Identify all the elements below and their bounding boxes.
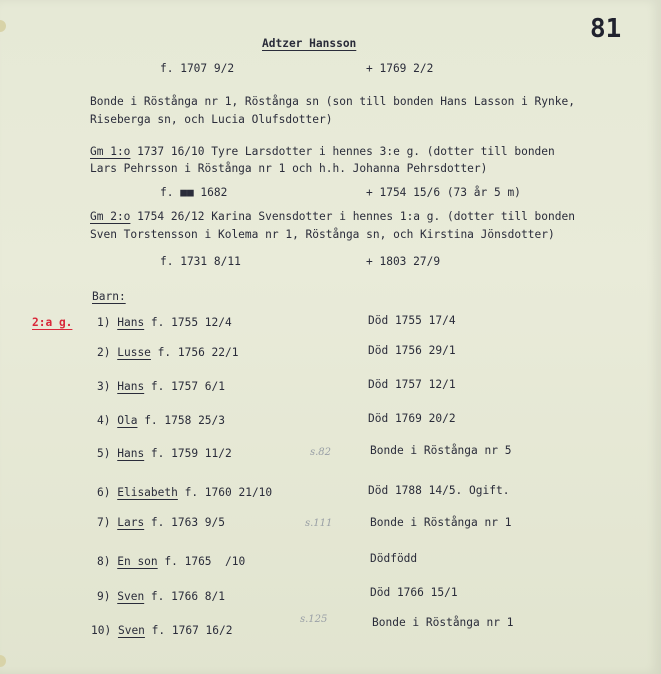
marriage1-text: 1737 16/10 Tyre Larsdotter i hennes 3:e g. (dotter till bonden — [130, 145, 555, 158]
child-number: 9) — [97, 590, 111, 603]
child-entry — [97, 590, 225, 603]
marriage2-line-2: Sven Torstensson i Kolema nr 1, Röstånga sn, och Kirstina Jönsdotter) — [90, 228, 555, 241]
marriage1-spouse-death: + 1754 15/6 (73 år 5 m) — [366, 186, 521, 199]
child-entry — [97, 316, 232, 329]
marriage1-prefix: Gm 1:o — [90, 145, 131, 158]
person-birth: f. 1707 9/2 — [160, 62, 235, 75]
child-name: En son — [117, 555, 158, 568]
child-entry — [97, 380, 225, 393]
child-number: 8) — [97, 555, 111, 568]
marriage2-spouse-death: + 1803 27/9 — [366, 255, 441, 268]
child-birth: f. 1756 22/1 — [150, 346, 239, 359]
child-number: 1) — [97, 316, 111, 329]
child-note: Död 1766 15/1 — [370, 586, 458, 599]
child-name: Hans — [117, 380, 145, 393]
child-note: Dödfödd — [370, 552, 418, 565]
child-number: 4) — [97, 414, 111, 427]
child-birth: f. 1767 16/2 — [144, 624, 233, 637]
pencil-page-reference: s.82 — [310, 447, 332, 458]
child-name: Lars — [117, 516, 145, 529]
child-name: Elisabeth — [117, 486, 178, 499]
child-birth: f. 1755 12/4 — [144, 316, 232, 329]
child-birth: f. 1766 8/1 — [144, 590, 226, 603]
child-note: Bonde i Röstånga nr 5 — [370, 444, 512, 457]
child-entry — [91, 624, 232, 637]
child-name: Sven — [117, 590, 145, 603]
child-number: 7) — [97, 516, 111, 529]
marriage2-text: 1754 26/12 Karina Svensdotter i hennes 1:a g. (dotter till bonden — [130, 210, 575, 223]
child-entry — [97, 486, 272, 499]
child-birth: f. 1758 25/3 — [137, 414, 226, 427]
marriage1-line-1 — [90, 145, 555, 158]
binder-hole — [0, 20, 6, 32]
child-number: 10) — [91, 624, 112, 637]
child-name: Lusse — [117, 346, 151, 359]
child-note: Död 1788 14/5. Ogift. — [368, 484, 510, 497]
child-number: 2) — [97, 346, 111, 359]
child-note: Död 1757 12/1 — [368, 378, 456, 391]
marriage2-spouse-birth: f. 1731 8/11 — [160, 255, 241, 268]
child-entry — [97, 346, 238, 359]
marriage2-line-1 — [90, 210, 575, 223]
child-number: 6) — [97, 486, 111, 499]
child-entry — [97, 447, 232, 460]
child-name: Sven — [117, 624, 145, 637]
bio-line-2: Riseberga sn, och Lucia Olufsdotter) — [90, 113, 333, 126]
pencil-page-reference: s.125 — [300, 614, 328, 625]
person-name-heading: Adtzer Hansson — [262, 37, 357, 50]
child-name: Hans — [117, 316, 145, 329]
child-entry — [97, 516, 225, 529]
child-birth: f. 1765 /10 — [157, 555, 246, 568]
binder-hole — [0, 655, 6, 667]
marriage1-spouse-birth: f. ■■ 1682 — [160, 186, 228, 199]
children-heading: Barn: — [92, 290, 126, 303]
child-name: Hans — [117, 447, 145, 460]
bio-line-1: Bonde i Röstånga nr 1, Röstånga sn (son till bonden Hans Lasson i Rynke, — [90, 95, 575, 108]
child-entry — [97, 414, 225, 427]
pencil-page-reference: s.111 — [305, 518, 333, 529]
child-birth: f. 1759 11/2 — [144, 447, 232, 460]
child-birth: f. 1757 6/1 — [144, 380, 226, 393]
child-birth: f. 1760 21/10 — [177, 486, 273, 499]
child-note: Bonde i Röstånga nr 1 — [372, 616, 514, 629]
child-number: 3) — [97, 380, 111, 393]
margin-note-second-marriage: 2:a g. — [32, 316, 73, 329]
child-note: Död 1756 29/1 — [368, 344, 456, 357]
child-birth: f. 1763 9/5 — [144, 516, 226, 529]
child-entry — [97, 555, 245, 568]
person-death: + 1769 2/2 — [366, 62, 434, 75]
child-name: Ola — [117, 414, 138, 427]
child-note: Död 1769 20/2 — [368, 412, 456, 425]
child-note: Bonde i Röstånga nr 1 — [370, 516, 512, 529]
child-number: 5) — [97, 447, 111, 460]
child-note: Död 1755 17/4 — [368, 314, 456, 327]
marriage2-prefix: Gm 2:o — [90, 210, 131, 223]
page-number: 81 — [590, 14, 622, 44]
marriage1-line-2: Lars Pehrsson i Röstånga nr 1 och h.h. Johanna Pehrsdotter) — [90, 162, 488, 175]
